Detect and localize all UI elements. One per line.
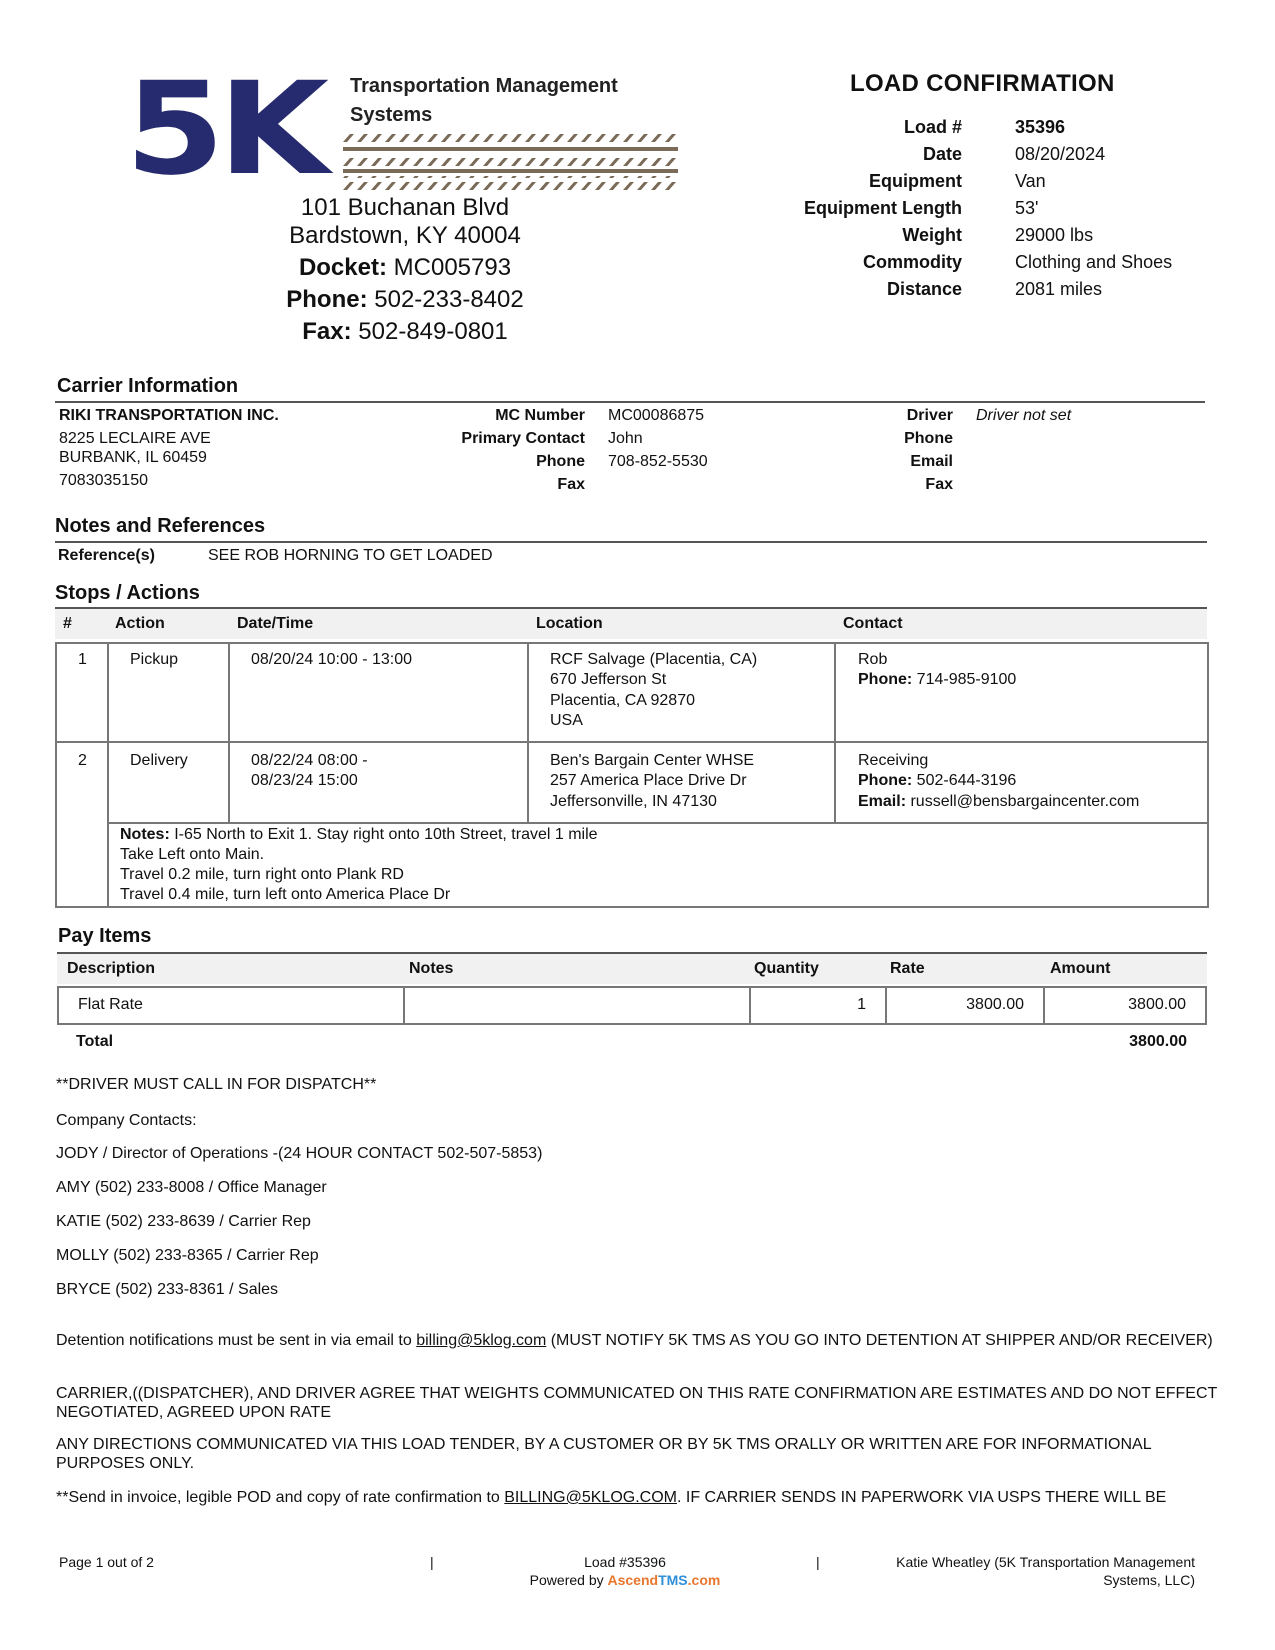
pay-description: Flat Rate	[78, 996, 143, 1013]
carrier-section-rule	[55, 401, 1205, 403]
company-address-line1: 101 Buchanan Blvd	[300, 194, 510, 221]
stop-1-number: 1	[78, 651, 87, 668]
contact-line-bryce: BRYCE (502) 233-8361 / Sales	[56, 1281, 279, 1298]
pay-table-header	[57, 954, 1207, 984]
load-confirmation-title: LOAD CONFIRMATION	[850, 70, 1115, 97]
company-fax-label: Fax:	[302, 318, 352, 345]
pay-header-amount: Amount	[1050, 960, 1111, 977]
stop-1-contact-phone: Phone: 714-985-9100	[858, 671, 1017, 688]
pay-header-rate: Rate	[890, 960, 925, 977]
company-phone	[255, 285, 555, 315]
company-contacts-heading: Company Contacts:	[56, 1112, 197, 1129]
stop-2-notes-line1: Notes: I-65 North to Exit 1. Stay right onto 10th Street, travel 1 mile	[120, 826, 598, 843]
stop-2-datetime-start: 08/22/24 08:00 -	[251, 752, 368, 769]
stop-1-location-street: 670 Jefferson St	[550, 671, 667, 688]
stops-table-header	[55, 609, 1207, 639]
load-row-equipment: Equipment Van	[869, 171, 1046, 191]
pay-header-description: Description	[67, 960, 156, 977]
company-fax	[255, 317, 555, 347]
stop-2-datetime-end: 08/23/24 15:00	[251, 772, 358, 789]
stops-section-title: Stops / Actions	[55, 582, 200, 604]
carrier-phone-value: 708-852-5530	[608, 453, 708, 470]
stop-2-notes-line4: Travel 0.4 mile, turn left onto America Place Dr	[120, 886, 451, 903]
notes-section-title: Notes and References	[55, 515, 266, 537]
dispatch-notice: **DRIVER MUST CALL IN FOR DISPATCH**	[56, 1076, 377, 1093]
pay-header-quantity: Quantity	[754, 960, 819, 977]
company-address-line2: Bardstown, KY 40004	[289, 222, 521, 249]
docket-label: Docket:	[298, 254, 387, 281]
pay-amount: 3800.00	[1128, 996, 1186, 1013]
stops-header-location: Location	[536, 615, 603, 632]
weights-notice: CARRIER,((DISPATCHER), AND DRIVER AGREE THAT WEIGHTS COMMUNICATED ON THIS RATE CONFIRMATION ARE ESTIMATES AND DO NOT EFFECT NEGOTIATED, AGREED UPON RATE	[56, 1385, 1217, 1421]
company-phone-label: Phone:	[286, 286, 368, 313]
pay-col-divider-4	[1043, 986, 1045, 1025]
company-docket	[255, 253, 555, 283]
stop-2-action: Delivery	[130, 752, 188, 769]
contact-line-amy: AMY (502) 233-8008 / Office Manager	[56, 1179, 327, 1196]
detention-notice: Detention notifications must be sent in via email to billing@5klog.com (MUST NOTIFY 5K TMS AS YOU GO INTO DETENTION AT SHIPPER AND/OR RECEIVER)	[56, 1332, 1213, 1349]
logo-mark: 5K	[125, 55, 323, 204]
load-row-load-number: Load # 35396	[903, 117, 1066, 137]
driver-value: Driver not set	[976, 407, 1072, 424]
footer-author-line2: Systems, LLC)	[1103, 1572, 1195, 1588]
carrier-address2: BURBANK, IL 60459	[59, 449, 207, 466]
logo-name: Transportation Management Systems	[350, 75, 618, 126]
primary-contact-label: Primary Contact	[461, 430, 585, 447]
footer-author-line1: Katie Wheatley (5K Transportation Management	[896, 1554, 1195, 1570]
pay-rate: 3800.00	[966, 996, 1024, 1013]
directions-notice: ANY DIRECTIONS COMMUNICATED VIA THIS LOAD TENDER, BY A CUSTOMER OR BY 5K TMS ORALLY OR WRITTEN ARE FOR INFORMATIONAL PURPOSES ONLY.	[56, 1436, 1152, 1472]
load-row-distance: Distance 2081 miles	[886, 279, 1103, 299]
stops-col-divider-2	[228, 642, 230, 823]
stop-1-datetime: 08/20/24 10:00 - 13:00	[251, 651, 413, 668]
pay-quantity: 1	[857, 996, 866, 1013]
stops-header-contact: Contact	[843, 615, 903, 632]
stops-header-datetime: Date/Time	[237, 615, 314, 632]
stops-header-num: #	[63, 615, 72, 632]
driver-phone-label: Phone	[904, 430, 953, 447]
driver-fax-label: Fax	[925, 476, 953, 493]
stop-2-location-city: Jeffersonville, IN 47130	[550, 793, 717, 810]
pay-col-divider-3	[885, 986, 887, 1025]
load-row-commodity: Commodity Clothing and Shoes	[863, 252, 1173, 272]
contact-line-molly: MOLLY (502) 233-8365 / Carrier Rep	[56, 1247, 319, 1264]
stop-1-contact-name: Rob	[858, 651, 888, 668]
carrier-name: RIKI TRANSPORTATION INC.	[59, 407, 279, 424]
contact-line-jody: JODY / Director of Operations -(24 HOUR CONTACT 502-507-5853)	[56, 1145, 543, 1162]
stop-1-action: Pickup	[130, 651, 179, 668]
stop-2-notes-line3: Travel 0.2 mile, turn right onto Plank RD	[120, 866, 404, 883]
company-phone-value: 502-233-8402	[374, 286, 524, 313]
billing-email-link[interactable]: billing@5klog.com	[416, 1332, 547, 1349]
pay-section-title: Pay Items	[58, 925, 152, 947]
stops-row-divider-2	[107, 822, 1209, 824]
mc-number-value: MC00086875	[608, 407, 705, 424]
carrier-phone-label: Phone	[536, 453, 585, 470]
stop-2-contact-phone: Phone: 502-644-3196	[858, 772, 1017, 789]
driver-label: Driver	[906, 407, 953, 424]
company-fax-value: 502-849-0801	[358, 318, 508, 345]
ascend-brand: Ascend	[607, 1572, 659, 1588]
stop-1-location-country: USA	[550, 712, 583, 729]
invoice-notice: **Send in invoice, legible POD and copy of rate confirmation to BILLING@5KLOG.COM. IF CARRIER SENDS IN PAPERWORK VIA USPS THERE WILL BE	[56, 1489, 1167, 1506]
primary-contact-value: John	[608, 430, 643, 447]
pay-total-value: 3800.00	[1129, 1033, 1187, 1050]
pay-header-notes: Notes	[409, 960, 454, 977]
pay-row	[57, 986, 1207, 1025]
mc-number-label: MC Number	[495, 407, 585, 424]
pay-col-divider-2	[749, 986, 751, 1025]
docket-value: MC005793	[393, 254, 512, 281]
pay-total-label: Total	[76, 1033, 114, 1050]
company-logo	[125, 55, 685, 204]
contact-line-katie: KATIE (502) 233-8639 / Carrier Rep	[56, 1213, 311, 1230]
billing-email-link-upper[interactable]: BILLING@5KLOG.COM	[504, 1489, 677, 1506]
stops-header-action: Action	[115, 615, 165, 632]
stop-2-contact-name: Receiving	[858, 752, 929, 769]
footer-page-number: Page 1 out of 2	[59, 1554, 154, 1570]
driver-email-label: Email	[910, 453, 953, 470]
notes-section-rule	[55, 541, 1207, 543]
carrier-fax-label: Fax	[557, 476, 585, 493]
carrier-phone-raw: 7083035150	[59, 472, 148, 489]
stop-1-location-city: Placentia, CA 92870	[550, 692, 695, 709]
load-row-equipment-length: Equipment Length 53'	[804, 198, 1039, 218]
reference-label: Reference(s)	[58, 547, 155, 564]
stop-1-location-name: RCF Salvage (Placentia, CA)	[550, 651, 758, 668]
footer-load: Load #35396	[584, 1554, 666, 1570]
load-row-date: Date 08/20/2024	[922, 144, 1106, 164]
pay-col-divider-1	[403, 986, 405, 1025]
stop-2-notes-line2: Take Left onto Main.	[120, 846, 265, 863]
reference-value: SEE ROB HORNING TO GET LOADED	[208, 547, 493, 564]
footer-powered-by: Powered by AscendTMS.com	[529, 1572, 721, 1588]
stop-2-location-name: Ben's Bargain Center WHSE	[550, 752, 755, 769]
stops-col-divider-4	[834, 642, 836, 823]
stop-2-number: 2	[78, 752, 87, 769]
stops-col-divider-3	[527, 642, 529, 823]
load-row-weight: Weight 29000 lbs	[902, 225, 1094, 245]
tire-tread-graphic	[343, 132, 678, 194]
carrier-address1: 8225 LECLAIRE AVE	[59, 430, 211, 447]
carrier-section-title: Carrier Information	[57, 375, 239, 397]
stop-2-contact-email: Email: russell@bensbargaincenter.com	[858, 793, 1140, 810]
footer-separator-1: |	[430, 1554, 434, 1570]
stops-col-divider-1	[107, 642, 109, 908]
stop-2-location-street: 257 America Place Drive Dr	[550, 772, 747, 789]
stops-row-divider-1	[55, 741, 1209, 743]
footer-separator-2: |	[816, 1554, 820, 1570]
